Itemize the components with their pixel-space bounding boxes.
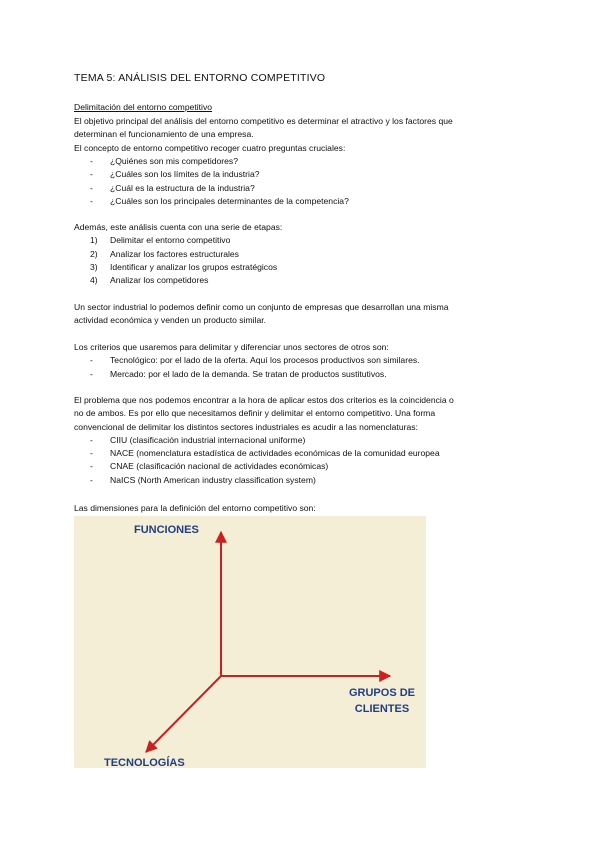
stage-number: 4) bbox=[90, 275, 98, 286]
intro-line: determinan el funcionamiento de una empresa. bbox=[74, 129, 254, 140]
stages-section bbox=[74, 221, 282, 287]
stages-intro: Además, este análisis cuenta con una serie de etapas: bbox=[74, 222, 283, 232]
diagonal-axis-arrow bbox=[146, 676, 221, 752]
list-item bbox=[74, 434, 454, 447]
sector-paragraph bbox=[74, 301, 449, 328]
list-item bbox=[74, 234, 282, 247]
problem-line: no de ambos. Es por ello que necesitamos definir y delimitar el entorno competitivo. Una forma bbox=[74, 408, 436, 419]
problem-line: El problema que nos podemos encontrar a la hora de aplicar estos dos criterios es la coincidencia o bbox=[74, 395, 454, 405]
bullet-marker: - bbox=[90, 448, 93, 459]
functions-axis-label: FUNCIONES bbox=[134, 524, 199, 536]
list-item bbox=[74, 274, 282, 287]
nomenclature-text: CIIU (clasificación industrial internacional uniforme) bbox=[110, 434, 306, 445]
question-text: ¿Cuáles son los límites de la industria? bbox=[110, 169, 260, 180]
sector-line: Un sector industrial lo podemos definir como un conjunto de empresas que desarrollan una misma bbox=[74, 302, 449, 312]
stage-text: Identificar y analizar los grupos estratégicos bbox=[110, 261, 278, 272]
bullet-marker: - bbox=[90, 355, 93, 366]
bullet-marker: - bbox=[90, 474, 93, 485]
dimensions-diagram bbox=[74, 516, 426, 768]
list-item bbox=[74, 155, 349, 168]
bullet-marker: - bbox=[90, 195, 93, 206]
stage-text: Analizar los competidores bbox=[110, 275, 209, 286]
criteria-text: Mercado: por el lado de la demanda. Se tratan de productos sustitutivos. bbox=[110, 368, 387, 379]
stage-text: Delimitar el entorno competitivo bbox=[110, 235, 231, 246]
questions-list bbox=[74, 155, 349, 208]
section-heading: Delimitación del entorno competitivo bbox=[74, 102, 213, 112]
list-item bbox=[74, 447, 454, 460]
stage-text: Analizar los factores estructurales bbox=[110, 248, 239, 259]
intro-line: El objetivo principal del análisis del entorno competitivo es determinar el atractivo y los factores que bbox=[74, 116, 453, 126]
list-item bbox=[74, 168, 349, 181]
stage-number: 1) bbox=[90, 235, 98, 246]
list-item bbox=[74, 182, 349, 195]
nomenclature-text: CNAE (clasificación nacional de actividades económicas) bbox=[110, 461, 329, 472]
list-item bbox=[74, 354, 420, 367]
nomenclature-text: NaICS (North American industry classification system) bbox=[110, 474, 316, 485]
bullet-marker: - bbox=[90, 434, 93, 445]
client-groups-axis-label: GRUPOS DE bbox=[348, 687, 416, 699]
bullet-marker: - bbox=[90, 368, 93, 379]
criteria-text: Tecnológico: por el lado de la oferta. Aquí los procesos productivos son similares. bbox=[110, 355, 420, 366]
question-text: ¿Cuáles son los principales determinantes de la competencia? bbox=[110, 195, 349, 206]
criteria-intro: Los criterios que usaremos para delimitar y diferenciar unos sectores de otros son: bbox=[74, 342, 389, 352]
bullet-marker: - bbox=[90, 156, 93, 166]
client-groups-axis-label-2: CLIENTES bbox=[354, 703, 410, 715]
stage-number: 2) bbox=[90, 248, 98, 259]
problem-line: convencional de delimitar los distintos sectores industriales es acudir a las nomenclaturas: bbox=[74, 421, 418, 432]
nomenclature-text: NACE (nomenclatura estadística de actividades económicas de la comunidad europea bbox=[110, 448, 440, 459]
list-item bbox=[74, 261, 282, 274]
technologies-axis-label: TECNOLOGÍAS bbox=[104, 757, 185, 768]
question-text: ¿Cuál es la estructura de la industria? bbox=[110, 182, 255, 193]
document-title: TEMA 5: ANÁLISIS DEL ENTORNO COMPETITIVO bbox=[74, 72, 326, 84]
question-text: ¿Quiénes son mis competidores? bbox=[110, 156, 239, 166]
intro-paragraph bbox=[74, 115, 453, 155]
bullet-marker: - bbox=[90, 461, 93, 472]
problem-paragraph bbox=[74, 394, 454, 487]
list-item bbox=[74, 195, 349, 208]
stage-number: 3) bbox=[90, 261, 98, 272]
dimensions-intro bbox=[74, 502, 316, 515]
list-item bbox=[74, 368, 420, 381]
list-item bbox=[74, 248, 282, 261]
bullet-marker: - bbox=[90, 182, 93, 193]
list-item bbox=[74, 460, 454, 473]
bullet-marker: - bbox=[90, 169, 93, 180]
intro-line: El concepto de entorno competitivo recoger cuatro preguntas cruciales: bbox=[74, 142, 346, 153]
criteria-section bbox=[74, 341, 420, 381]
sector-line: actividad económica y venden un producto similar. bbox=[74, 315, 267, 326]
dimensions-diagram-svg bbox=[74, 516, 426, 768]
dimensions-line: Las dimensiones para la definición del entorno competitivo son: bbox=[74, 503, 316, 513]
list-item bbox=[74, 474, 454, 487]
